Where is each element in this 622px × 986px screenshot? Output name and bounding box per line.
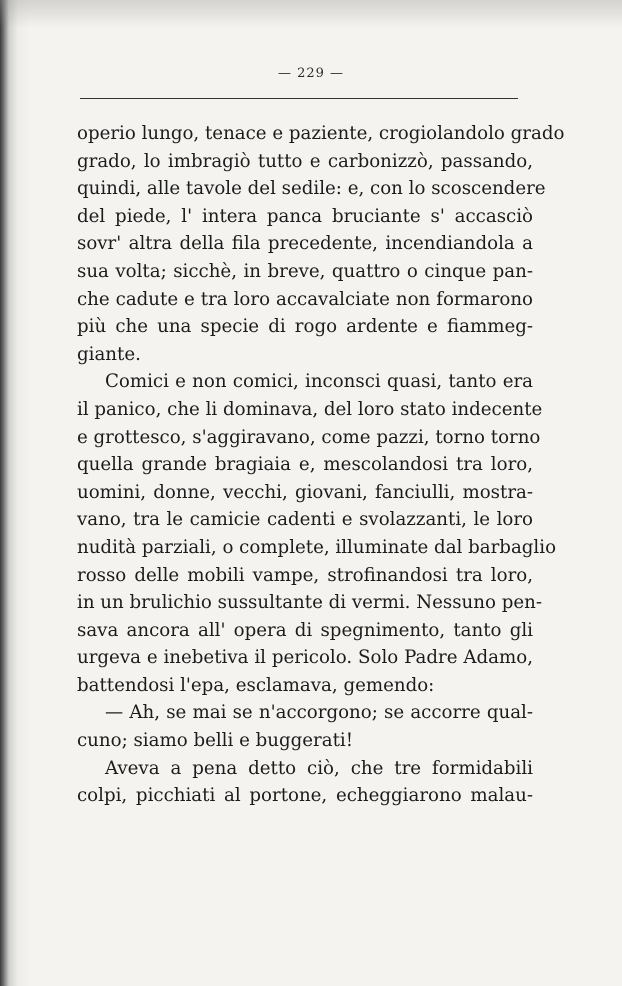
- text-line: Aveva a pena detto ciò, che tre formidabili: [105, 757, 533, 779]
- text-line: Comici e non comici, inconsci quasi, tanto era: [105, 371, 533, 393]
- text-line: quindi, alle tavole del sedile: e, con lo scoscendere: [77, 178, 546, 200]
- text-line: e grottesco, s'aggiravano, come pazzi, torno torno: [77, 426, 541, 448]
- text-line: nudità parziali, o complete, illuminate dal barbaglio: [77, 536, 557, 558]
- text-line: che cadute e tra loro accavalciate non formarono: [77, 288, 533, 310]
- text-line: in un brulichio sussultante di vermi. Nessuno pen-: [77, 592, 542, 614]
- text-line: sovr' altra della fila precedente, incendiandola a: [77, 233, 533, 255]
- text-line: vano, tra le camicie cadenti e svolazzanti, le loro: [77, 509, 533, 531]
- text-line: — Ah, se mai se n'accorgono; se accorre qual-: [105, 702, 533, 724]
- header-rule: [80, 98, 518, 99]
- text-line: uomini, donne, vecchi, giovani, fanciulli, mostra-: [77, 481, 533, 503]
- body-text: [77, 120, 565, 810]
- text-line: grado, lo imbragiò tutto e carbonizzò, passando,: [77, 150, 533, 172]
- text-line: quella grande bragiaia e, mescolandosi tra loro,: [77, 454, 533, 476]
- text-line: più che una specie di rogo ardente e fiammeg-: [77, 316, 533, 338]
- text-line: rosso delle mobili vampe, strofinandosi tra loro,: [77, 564, 533, 586]
- text-line: battendosi l'epa, esclamava, gemendo:: [77, 674, 435, 696]
- text-line: sava ancora all' opera di spegnimento, tanto gli: [77, 619, 533, 641]
- text-line: sua volta; sicchè, in breve, quattro o cinque pan-: [77, 260, 533, 282]
- text-line: colpi, picchiati al portone, echeggiarono malau-: [77, 785, 533, 807]
- text-line: del piede, l' intera panca bruciante s' accasciò: [77, 205, 533, 227]
- text-line: cuno; siamo belli e buggerati!: [77, 730, 354, 752]
- text-line: il panico, che li dominava, del loro stato indecente: [77, 398, 543, 420]
- text-line: operio lungo, tenace e paziente, crogiolandolo grado: [77, 123, 565, 144]
- text-line: giante.: [77, 343, 141, 365]
- page-number: — 229 —: [277, 66, 345, 81]
- text-line: urgeva e inebetiva il pericolo. Solo Padre Adamo,: [77, 647, 533, 669]
